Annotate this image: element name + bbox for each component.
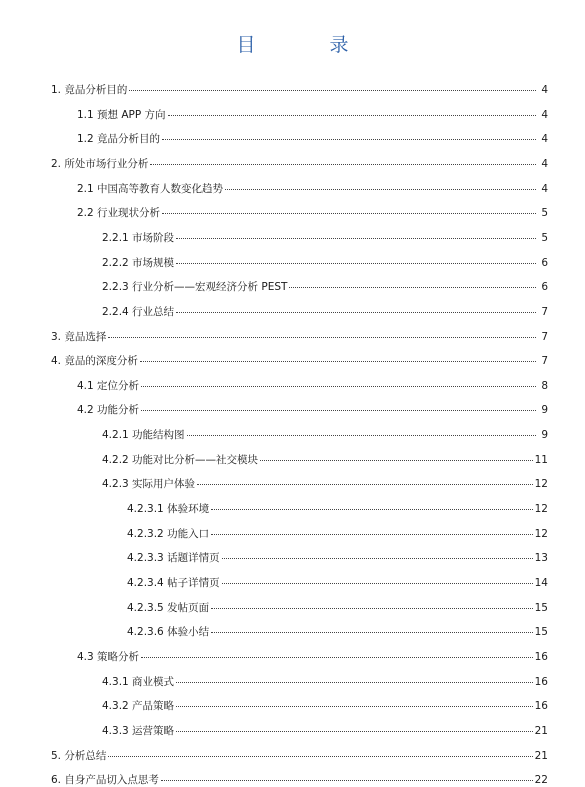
toc-entry[interactable] — [102, 724, 548, 738]
toc-entry[interactable] — [127, 625, 548, 639]
dot-leader — [141, 401, 536, 411]
toc-entry-page-number: 15 — [534, 601, 548, 614]
toc-entry-page-number: 22 — [534, 774, 548, 787]
toc-entry[interactable] — [102, 675, 548, 689]
toc-entry[interactable] — [51, 157, 548, 171]
dot-leader — [260, 451, 533, 461]
toc-entry[interactable] — [127, 601, 548, 615]
toc-entry-page-number: 5 — [541, 231, 548, 244]
toc-entry-page-number: 16 — [534, 675, 548, 688]
toc-entry-label: 4.1 定位分析 — [77, 379, 140, 392]
dot-leader — [176, 673, 533, 683]
toc-entry-page-number: 16 — [534, 650, 548, 663]
dot-leader — [176, 303, 536, 313]
dot-leader — [141, 648, 533, 658]
toc-entry-page-number: 9 — [541, 404, 548, 417]
toc-entry-label: 4.2.3.6 体验小结 — [127, 626, 210, 639]
toc-entry[interactable] — [77, 132, 548, 146]
toc-entry[interactable] — [127, 527, 548, 541]
toc-entry-label: 2.2.3 行业分析——宏观经济分析 PEST — [102, 281, 288, 294]
toc-entry-label: 4.3.1 商业模式 — [102, 675, 175, 688]
toc-entry[interactable] — [77, 379, 548, 393]
toc-entry[interactable] — [102, 453, 548, 467]
dot-leader — [197, 475, 533, 485]
toc-entry[interactable] — [77, 650, 548, 664]
dot-leader — [211, 525, 533, 535]
toc-entry[interactable] — [102, 428, 548, 442]
toc-entry-page-number: 4 — [541, 182, 548, 195]
dot-leader — [162, 204, 536, 214]
toc-entry-label: 4. 竟品的深度分析 — [51, 355, 138, 368]
toc-entry[interactable] — [127, 502, 548, 516]
toc-entry[interactable] — [102, 699, 548, 713]
dot-leader — [187, 426, 536, 436]
toc-entry-page-number: 11 — [534, 453, 548, 466]
toc-entry-label: 3. 竟品选择 — [51, 330, 107, 343]
dot-leader — [211, 500, 533, 510]
toc-entry[interactable] — [51, 354, 548, 368]
toc-entry-label: 1.2 竟品分析目的 — [77, 133, 161, 146]
toc-entry-label: 2.2.2 市场规模 — [102, 256, 175, 269]
toc-entry-page-number: 9 — [541, 429, 548, 442]
toc-entry[interactable] — [77, 206, 548, 220]
toc-entry[interactable] — [127, 551, 548, 565]
toc-entry-page-number: 5 — [541, 207, 548, 220]
toc-entry-page-number: 7 — [541, 330, 548, 343]
toc-entry[interactable] — [102, 231, 548, 245]
toc-entry-label: 2. 所处市场行业分析 — [51, 157, 149, 170]
toc-entry-page-number: 15 — [534, 626, 548, 639]
toc-entry-label: 4.2 功能分析 — [77, 404, 140, 417]
toc-entry-label: 5. 分析总结 — [51, 749, 107, 762]
toc-entry[interactable] — [102, 280, 548, 294]
toc-entry-page-number: 4 — [541, 157, 548, 170]
dot-leader — [140, 352, 536, 362]
dot-leader — [162, 130, 536, 140]
dot-leader — [141, 377, 536, 387]
dot-leader — [225, 180, 536, 190]
toc-entry-label: 4.2.3.2 功能入口 — [127, 527, 210, 540]
toc-entry-page-number: 7 — [541, 305, 548, 318]
toc-entry-page-number: 12 — [534, 527, 548, 540]
dot-leader — [222, 549, 533, 559]
toc-entry-page-number: 12 — [534, 478, 548, 491]
dot-leader — [161, 771, 533, 781]
toc-title: 目 录 — [236, 34, 383, 56]
dot-leader — [211, 623, 533, 633]
toc-entry[interactable] — [77, 182, 548, 196]
toc-entry[interactable] — [102, 256, 548, 270]
toc-entry-page-number: 4 — [541, 108, 548, 121]
toc-entry-label: 2.2.1 市场阶段 — [102, 231, 175, 244]
toc-entry-label: 1. 竟品分析目的 — [51, 84, 128, 96]
dot-leader — [289, 278, 536, 288]
toc-entry-label: 1.1 预想 APP 方向 — [77, 108, 166, 121]
toc-entry-label: 4.3 策略分析 — [77, 650, 140, 663]
toc-entry-label: 4.2.3.3 话题详情页 — [127, 552, 220, 565]
toc-entry[interactable] — [77, 108, 548, 122]
toc-entry-label: 4.2.3.4 帖子详情页 — [127, 577, 220, 589]
toc-entry-page-number: 21 — [534, 749, 548, 762]
dot-leader — [108, 328, 536, 338]
toc-entry[interactable] — [51, 773, 548, 787]
toc-entry-page-number: 16 — [534, 700, 548, 713]
dot-leader — [176, 254, 536, 264]
toc-entry-label: 2.1 中国高等教育人数变化趋势 — [77, 182, 224, 195]
toc-entry-page-number: 4 — [541, 133, 548, 146]
toc-entry-page-number: 7 — [541, 355, 548, 368]
toc-entry-label: 4.3.2 产品策略 — [102, 700, 175, 713]
dot-leader — [211, 599, 533, 609]
toc-entry[interactable] — [102, 477, 548, 491]
toc-entry-label: 2.2.4 行业总结 — [102, 305, 175, 318]
toc-entry[interactable] — [102, 305, 548, 319]
toc-entry[interactable] — [51, 749, 548, 763]
dot-leader — [108, 747, 532, 757]
toc-entry-label: 2.2 行业现状分析 — [77, 207, 161, 220]
toc-entry-label: 4.2.1 功能结构图 — [102, 429, 185, 442]
toc-entry[interactable] — [127, 576, 548, 590]
dot-leader — [168, 106, 536, 116]
toc-entry-label: 4.3.3 运营策略 — [102, 724, 175, 737]
toc-entry-page-number: 6 — [541, 281, 548, 294]
dot-leader — [129, 81, 536, 91]
dot-leader — [176, 697, 533, 707]
toc-entry-label: 6. 自身产品切入点思考 — [51, 774, 159, 787]
toc-entry-page-number: 13 — [534, 552, 548, 565]
toc-entry-page-number: 4 — [541, 84, 548, 96]
toc-entry-page-number: 8 — [541, 379, 548, 392]
toc-entry-page-number: 14 — [534, 577, 548, 589]
toc-entry[interactable] — [51, 330, 548, 344]
dot-leader — [176, 229, 536, 239]
toc-entry-label: 4.2.3 实际用户体验 — [102, 478, 196, 491]
toc-entry-label: 4.2.2 功能对比分析——社交模块 — [102, 453, 259, 466]
toc-entry[interactable] — [51, 83, 548, 97]
toc-entry-label: 4.2.3.5 发帖页面 — [127, 601, 210, 614]
toc-entry-page-number: 21 — [534, 724, 548, 737]
toc-entry-page-number: 12 — [534, 503, 548, 515]
toc-entry[interactable] — [77, 403, 548, 417]
dot-leader — [150, 155, 536, 165]
toc-entry-label: 4.2.3.1 体验环境 — [127, 503, 210, 515]
dot-leader — [176, 722, 533, 732]
toc-entry-page-number: 6 — [541, 256, 548, 269]
dot-leader — [222, 574, 533, 584]
